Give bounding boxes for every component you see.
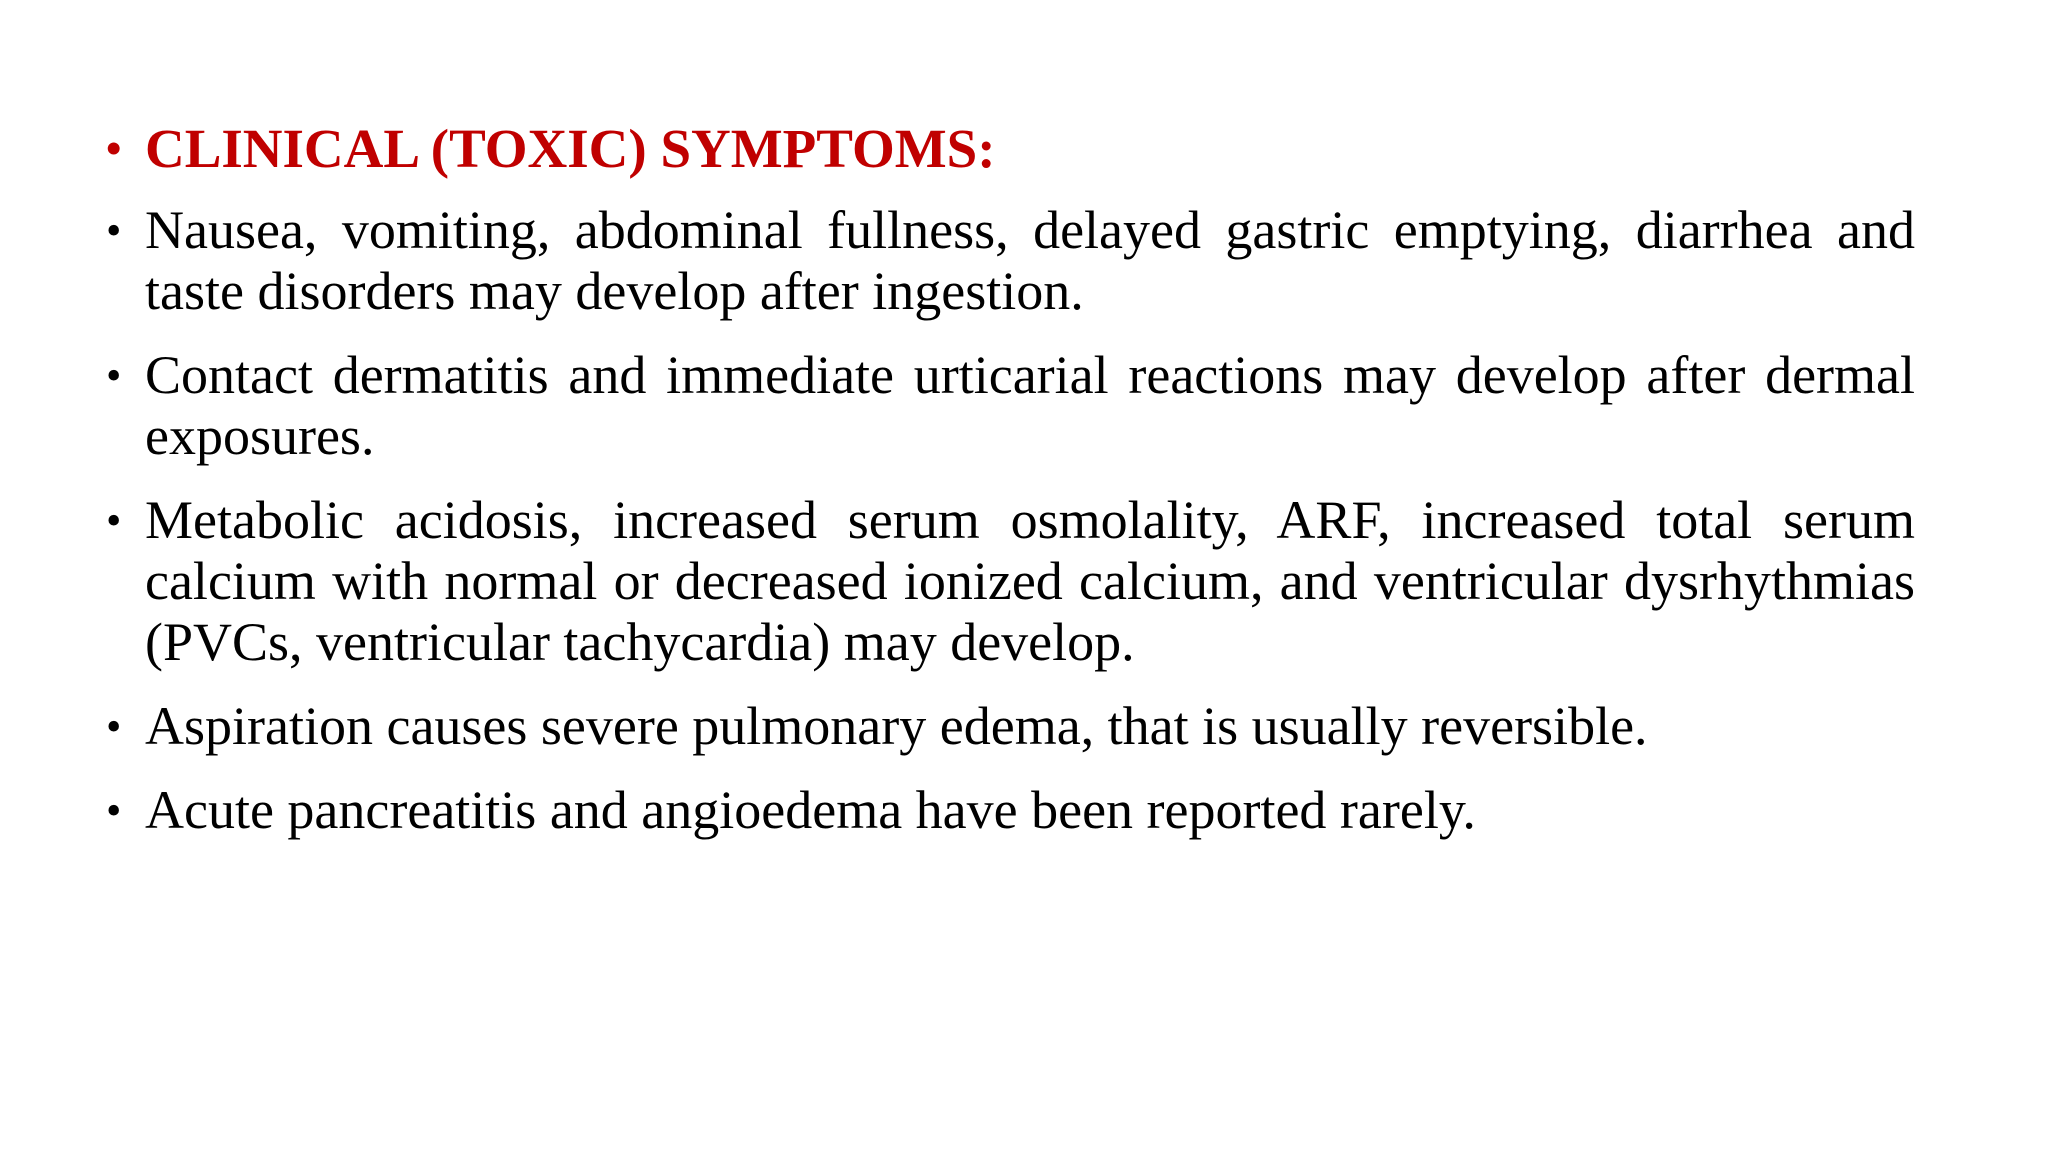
list-item [100,200,1915,322]
slide-heading [100,118,1915,180]
list-item-text: Aspiration causes severe pulmonary edema, that is usually reversible. [145,696,1648,756]
bullet-dot-icon: • [106,786,122,835]
bullet-dot-icon: • [106,351,122,400]
heading-text: CLINICAL (TOXIC) SYMPTOMS: [145,118,996,179]
list-item [100,696,1915,757]
bullet-dot-icon: • [106,702,122,751]
list-item-text: Metabolic acidosis, increased serum osmolality, ARF, increased total serum calcium with normal or decreased ionized calcium, and ventricular dysrhythmias (PVCs, ventricular tachycardia) may develop. [145,490,1915,672]
list-item [100,345,1915,467]
bullet-list [100,118,1915,864]
bullet-dot-icon: • [106,206,122,255]
list-item [100,490,1915,673]
bullet-dot-icon: • [106,124,122,173]
list-item [100,780,1915,841]
list-item-text: Acute pancreatitis and angioedema have been reported rarely. [145,780,1476,840]
list-item-text: Nausea, vomiting, abdominal fullness, delayed gastric emptying, diarrhea and taste disorders may develop after ingestion. [145,200,1915,321]
list-item-text: Contact dermatitis and immediate urticarial reactions may develop after dermal exposures. [145,345,1915,466]
bullet-dot-icon: • [106,496,122,545]
